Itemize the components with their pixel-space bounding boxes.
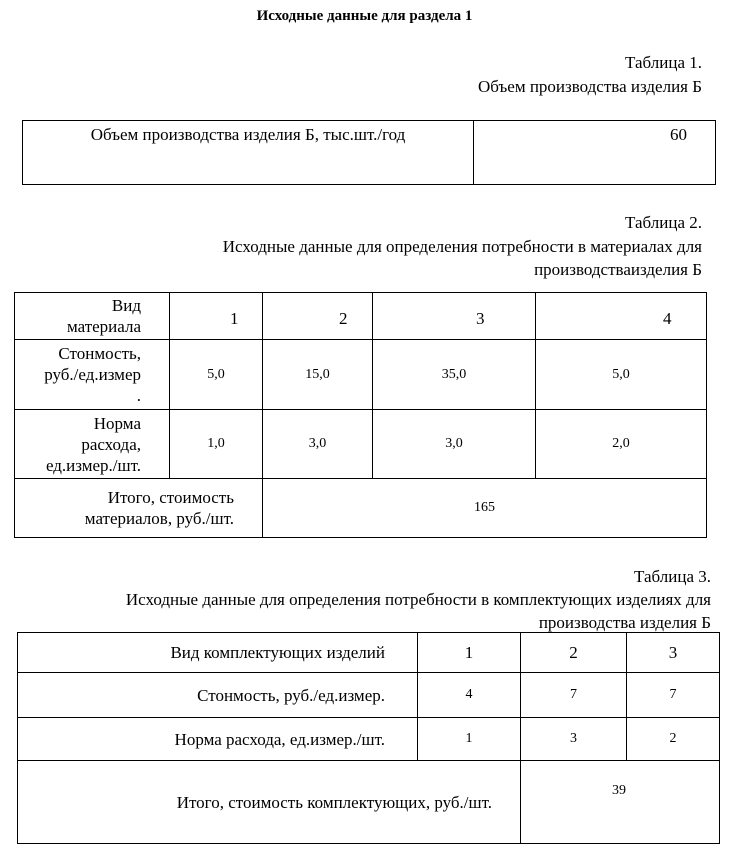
table2 — [14, 292, 707, 538]
table2-row-cost-label-line1: Стонмость, — [58, 344, 141, 363]
table-row — [18, 761, 720, 844]
table2-row-cost-label-line2: руб./ед.измер — [44, 365, 141, 384]
table2-col-2: 2 — [263, 293, 373, 340]
table2-total-label-line1: Итого, стоимость — [107, 488, 234, 507]
table3-norm-3: 2 — [627, 718, 720, 761]
table-row — [15, 340, 707, 410]
table-row — [15, 410, 707, 479]
table2-norm-2: 3,0 — [263, 410, 373, 479]
table1-label: Объем производства изделия Б, тыс.шт./год — [23, 121, 474, 185]
table2-row-cost-label — [15, 340, 170, 410]
table2-cost-4: 5,0 — [536, 340, 707, 410]
table2-norm-3: 3,0 — [373, 410, 536, 479]
table3-col-2: 2 — [521, 633, 627, 673]
table1-caption-number: Таблица 1. — [625, 53, 702, 72]
table3-col-1: 1 — [418, 633, 521, 673]
table1 — [22, 120, 716, 185]
table2-cost-2: 15,0 — [263, 340, 373, 410]
table3-cost-3: 7 — [627, 673, 720, 718]
table3-cost-1: 4 — [418, 673, 521, 718]
table2-col-4: 4 — [536, 293, 707, 340]
table-row — [15, 479, 707, 538]
table3-norm-2: 3 — [521, 718, 627, 761]
table2-norm-4: 2,0 — [536, 410, 707, 479]
table-row — [18, 633, 720, 673]
table3 — [17, 632, 720, 844]
table2-caption-line1: Исходные данные для определения потребности в материалах для — [222, 237, 702, 256]
table-row — [18, 718, 720, 761]
table2-caption-number: Таблица 2. — [625, 213, 702, 232]
table2-header-label — [15, 293, 170, 340]
table2-col-3: 3 — [373, 293, 536, 340]
table-row — [23, 121, 716, 185]
table2-cost-1: 5,0 — [170, 340, 263, 410]
table3-total-label: Итого, стоимость комплектующих, руб./шт. — [18, 761, 521, 844]
table-row — [18, 673, 720, 718]
table2-row-norm-label — [15, 410, 170, 479]
table3-caption-line2: производства изделия Б — [538, 613, 711, 632]
table2-header-label-line2: материала — [66, 317, 141, 336]
table2-row-norm-label-line2: расхода, — [81, 434, 141, 454]
table1-value: 60 — [474, 121, 716, 185]
table3-row-cost-label: Стонмость, руб./ед.измер. — [18, 673, 418, 718]
table2-total-value: 165 — [263, 479, 707, 538]
table2-row-cost-label-line3: . — [136, 386, 141, 405]
table3-caption-line1: Исходные данные для определения потребности в комплектующих изделиях для — [125, 590, 711, 609]
section-title: Исходные данные для раздела 1 — [256, 8, 473, 24]
table2-norm-1: 1,0 — [170, 410, 263, 479]
table3-col-3: 3 — [627, 633, 720, 673]
table3-caption-number: Таблица 3. — [634, 567, 711, 586]
table-row — [15, 293, 707, 340]
table2-cost-3: 35,0 — [373, 340, 536, 410]
table3-row-norm-label: Норма расхода, ед.измер./шт. — [18, 718, 418, 761]
table2-col-1: 1 — [170, 293, 263, 340]
table2-row-norm-label-line1: Норма — [93, 413, 141, 433]
table2-total-label-line2: материалов, руб./шт. — [84, 509, 234, 528]
table2-row-norm-label-line3: ед.измер./шт. — [45, 455, 141, 475]
table3-cost-2: 7 — [521, 673, 627, 718]
table3-total-value: 39 — [521, 761, 720, 844]
table3-norm-1: 1 — [418, 718, 521, 761]
table3-header-label: Вид комплектующих изделий — [18, 633, 418, 673]
table1-caption-title: Объем производства изделия Б — [477, 77, 702, 96]
table2-caption-line2: производстваизделия Б — [534, 260, 702, 279]
table2-header-label-line1: Вид — [111, 296, 141, 315]
table2-total-label — [15, 479, 263, 538]
